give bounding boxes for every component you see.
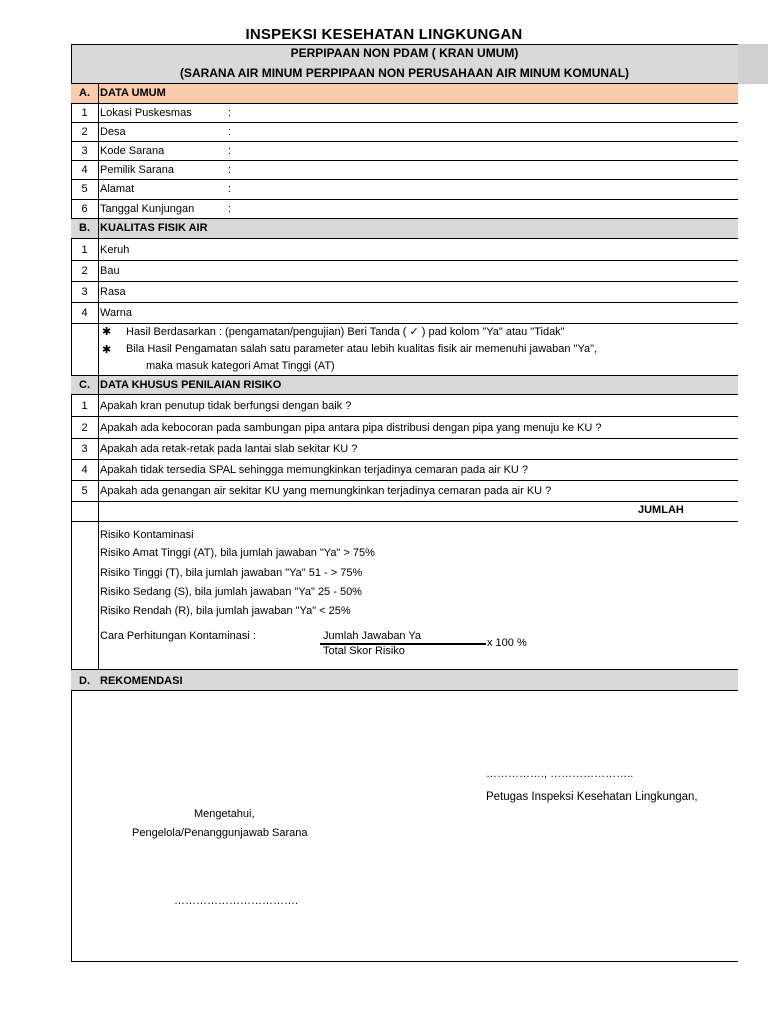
field-colon: : — [228, 183, 232, 195]
field-label-alamat: Alamat — [100, 183, 135, 195]
section-c-title: DATA KHUSUS PENILAIAN RISIKO — [100, 379, 282, 391]
row-number: 4 — [81, 164, 88, 176]
jumlah-label: JUMLAH — [638, 504, 684, 516]
field-label-pemilik: Pemilik Sarana — [100, 164, 174, 176]
section-c-letter: C. — [79, 379, 90, 391]
date-place-line: ……………., ………………….. — [486, 768, 634, 780]
question-1: Apakah kran penutup tidak berfungsi dengan baik ? — [100, 400, 352, 412]
row-number: 3 — [81, 145, 88, 157]
question-2: Apakah ada kebocoran pada sambungan pipa antara pipa distribusi dengan pipa yang menuju ke KU ? — [100, 422, 602, 434]
pengelola-label: Pengelola/Penanggunjawab Sarana — [132, 827, 308, 839]
field-colon: : — [228, 107, 232, 119]
section-a-title: DATA UMUM — [100, 87, 166, 99]
note-kategori-at: maka masuk kategori Amat Tinggi (AT) — [146, 360, 335, 372]
field-label-kode-sarana: Kode Sarana — [100, 145, 165, 157]
section-d-letter: D. — [79, 675, 90, 687]
row-number: 2 — [81, 265, 88, 277]
header-line-2: (SARANA AIR MINUM PERPIPAAN NON PERUSAHAAN AIR MINUM KOMUNAL) — [179, 66, 630, 80]
page-title: INSPEKSI KESEHATAN LINGKUNGAN — [245, 26, 523, 43]
officer-title: Petugas Inspeksi Kesehatan Lingkungan, — [486, 791, 698, 803]
field-colon: : — [228, 203, 232, 215]
section-b-letter: B. — [79, 222, 90, 234]
field-label-desa: Desa — [100, 126, 126, 138]
param-warna: Warna — [100, 307, 132, 319]
risk-sedang: Risiko Sedang (S), bila jumlah jawaban "Ya" 25 - 50% — [100, 586, 362, 598]
row-number: 3 — [81, 286, 88, 298]
signature-line: ……………………………. — [174, 895, 299, 907]
row-number: 3 — [81, 443, 88, 455]
row-number: 1 — [81, 244, 88, 256]
row-number: 6 — [81, 203, 88, 215]
row-number: 4 — [81, 307, 88, 319]
section-a-band — [71, 83, 738, 104]
header-line-1: PERPIPAAN NON PDAM ( KRAN UMUM) — [290, 46, 519, 60]
risk-rendah: Risiko Rendah (R), bila jumlah jawaban "Ya" < 25% — [100, 605, 351, 617]
mengetahui-label: Mengetahui, — [194, 808, 255, 820]
field-label-lokasi: Lokasi Puskesmas — [100, 107, 192, 119]
note-bila-hasil: Bila Hasil Pengamatan salah satu parameter atau lebih kualitas fisik air memenuhi jawaban "Ya", — [126, 343, 598, 355]
question-3: Apakah ada retak-retak pada lantai slab sekitar KU ? — [100, 443, 358, 455]
calc-numerator: Jumlah Jawaban Ya — [323, 630, 422, 642]
row-number: 2 — [81, 126, 88, 138]
risk-tinggi: Risiko Tinggi (T), bila jumlah jawaban "Ya" 51 - > 75% — [100, 567, 363, 579]
number-column-divider — [98, 83, 99, 669]
risk-amat-tinggi: Risiko Amat Tinggi (AT), bila jumlah jawaban "Ya" > 75% — [100, 547, 375, 559]
field-colon: : — [228, 145, 232, 157]
field-colon: : — [228, 164, 232, 176]
asterisk-icon: ✱ — [102, 326, 112, 338]
asterisk-icon: ✱ — [102, 344, 112, 356]
calc-label: Cara Perhitungan Kontaminasi : — [100, 630, 256, 642]
param-bau: Bau — [100, 265, 120, 277]
risk-heading: Risiko Kontaminasi — [100, 529, 194, 541]
row-number: 1 — [81, 400, 88, 412]
row-number: 2 — [81, 422, 88, 434]
form-frame — [71, 44, 738, 962]
row-number: 5 — [81, 485, 88, 497]
row-number: 4 — [81, 464, 88, 476]
row-number: 1 — [81, 107, 88, 119]
note-hasil-berdasarkan: Hasil Berdasarkan : (pengamatan/pengujian) Beri Tanda ( ✓ ) pad kolom "Ya" atau "Tidak" — [126, 326, 565, 338]
field-colon: : — [228, 126, 232, 138]
field-label-tanggal: Tanggal Kunjungan — [100, 203, 195, 215]
section-a-letter: A. — [79, 87, 90, 99]
section-d-title: REKOMENDASI — [100, 675, 183, 687]
calc-denominator: Total Skor Risiko — [323, 645, 405, 657]
question-4: Apakah tidak tersedia SPAL sehingga memungkinkan terjadinya cemaran pada air KU ? — [100, 464, 529, 476]
param-rasa: Rasa — [100, 286, 126, 298]
calc-multiplier: x 100 % — [487, 637, 527, 649]
param-keruh: Keruh — [100, 244, 130, 256]
row-number: 5 — [81, 183, 88, 195]
question-5: Apakah ada genangan air sekitar KU yang memungkinkan terjadinya cemaran pada air KU ? — [100, 485, 552, 497]
page-edge-tab — [738, 44, 768, 84]
section-b-title: KUALITAS FISIK AIR — [100, 222, 208, 234]
